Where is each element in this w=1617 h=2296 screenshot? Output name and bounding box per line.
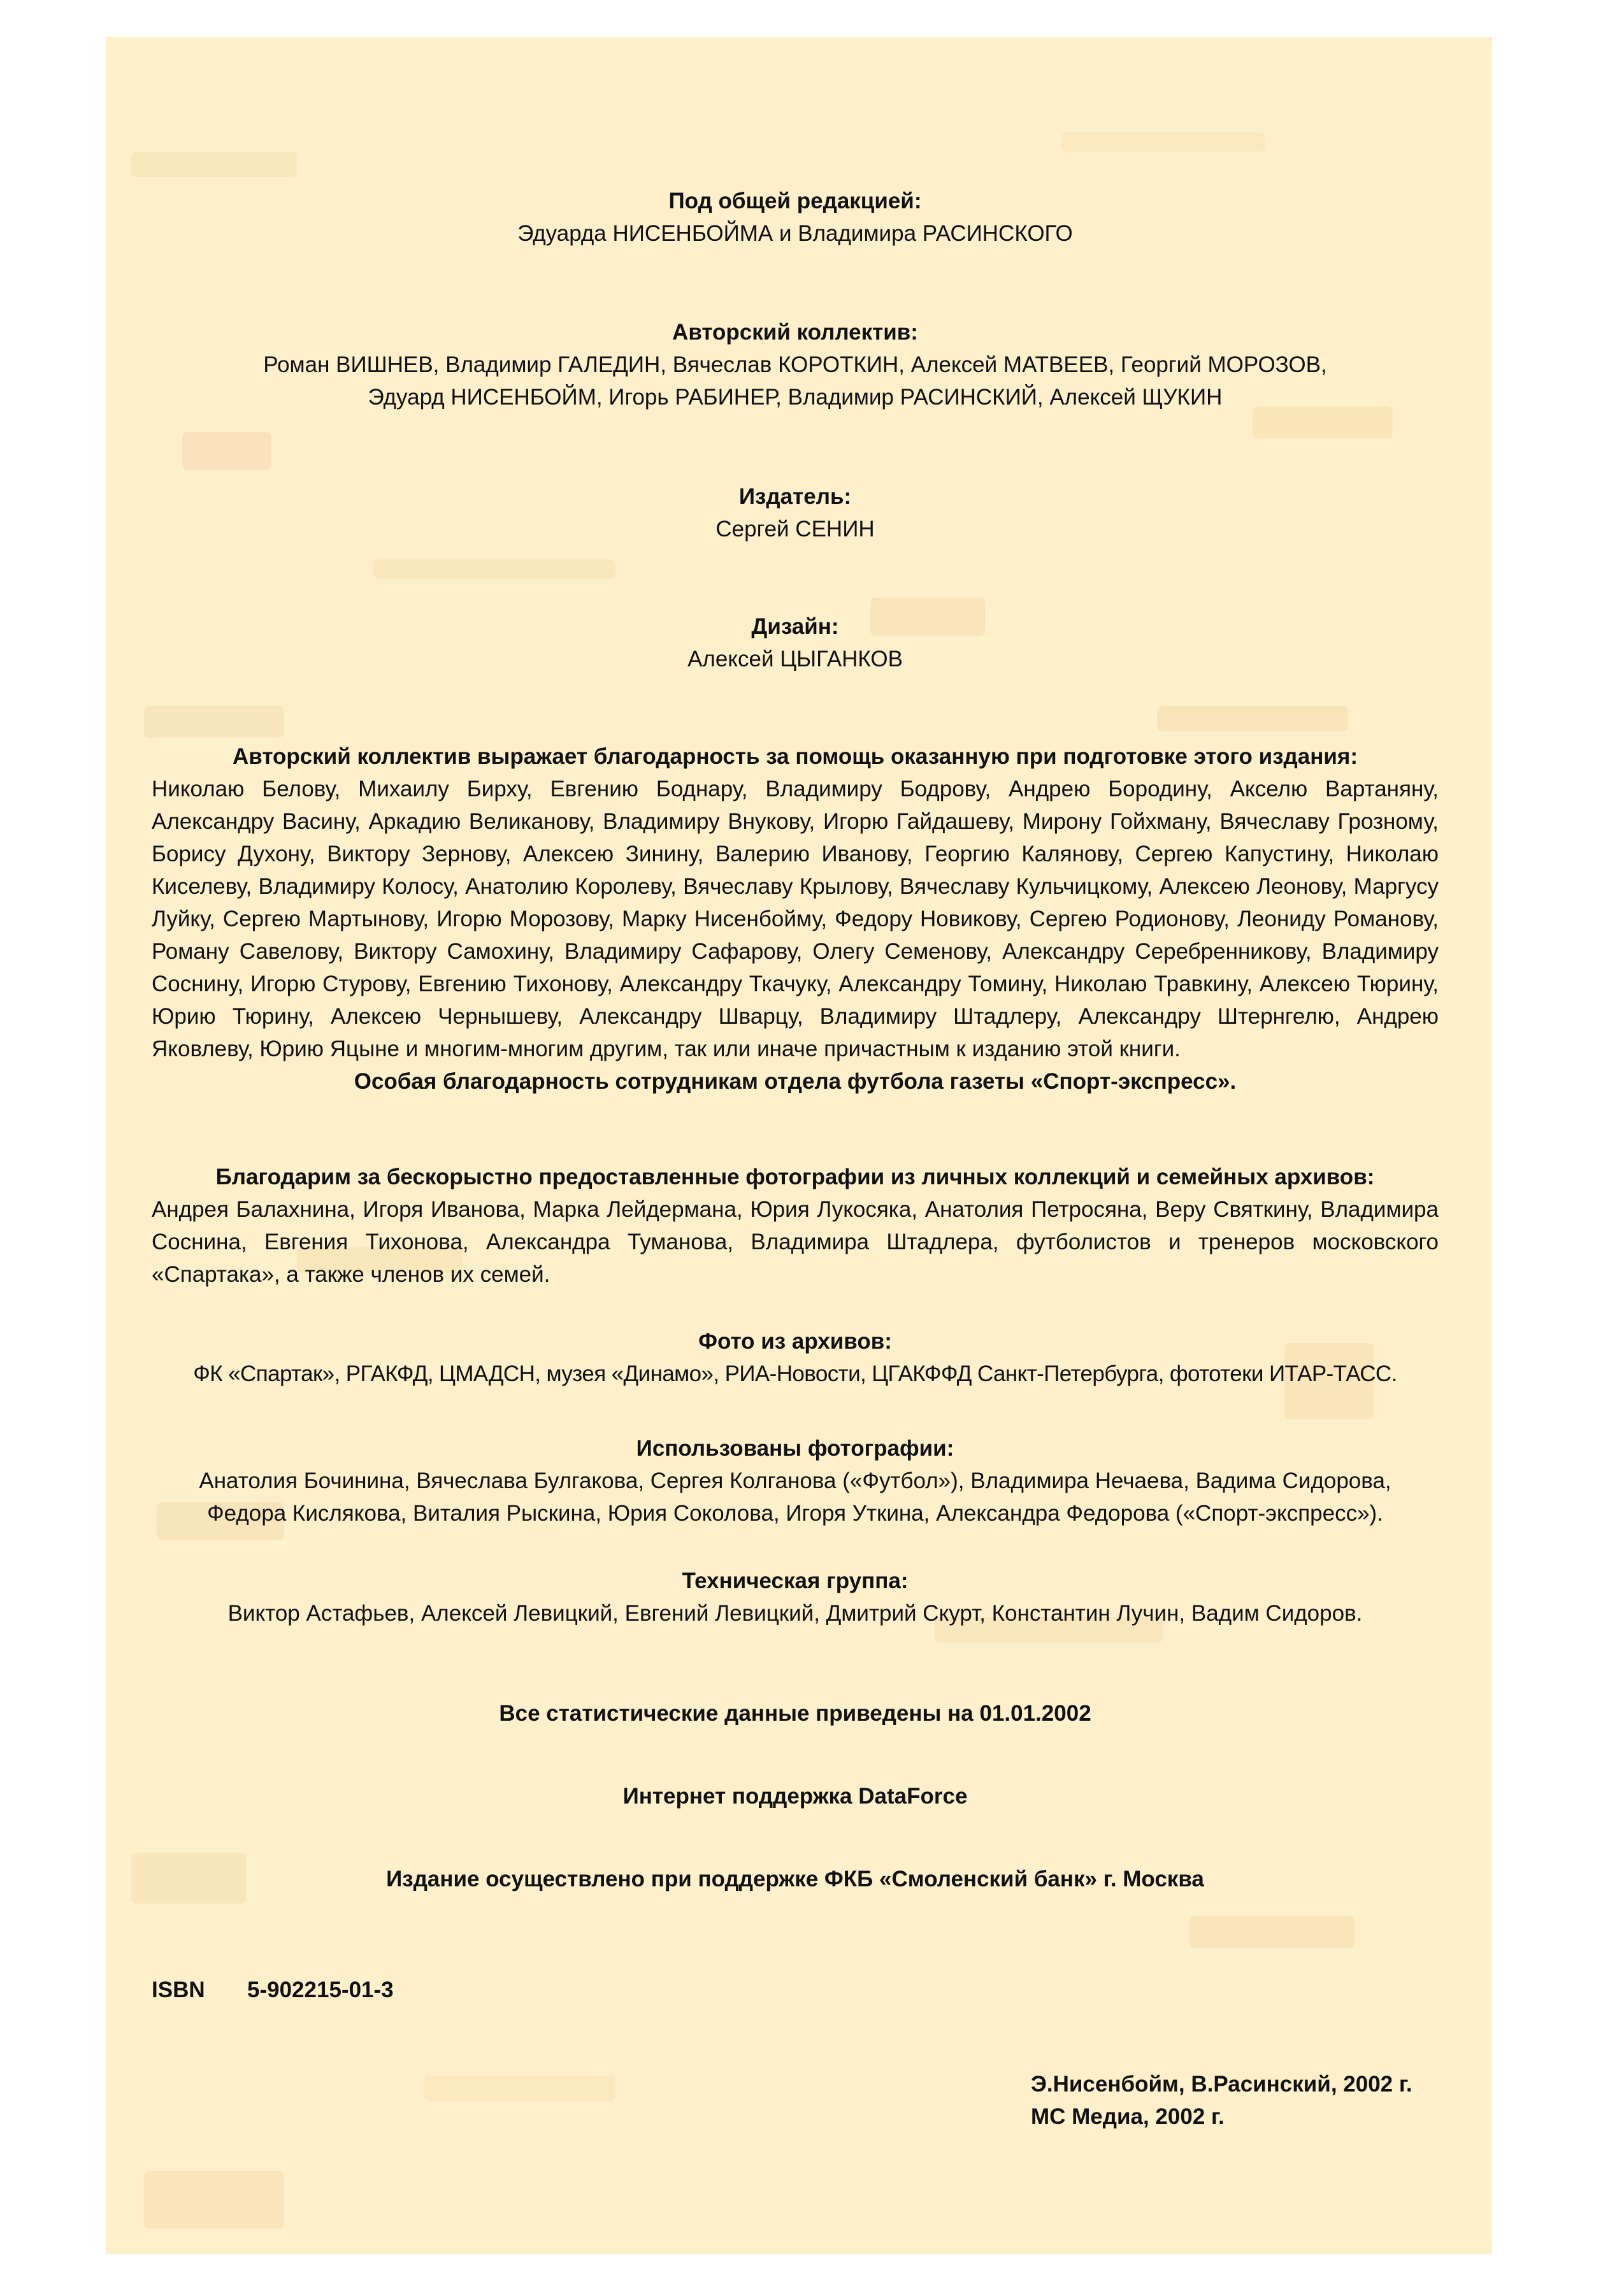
statistics-note: Все статистические данные приведены на 01.01.2002 xyxy=(499,1701,1091,1726)
photographers-line-2: Федора Кислякова, Виталия Рыскина, Юрия Соколова, Игоря Уткина, Александра Федорова («Спорт-экспресс»). xyxy=(207,1501,1383,1526)
isbn-line xyxy=(152,1974,394,2006)
design-heading: Дизайн: xyxy=(751,614,839,639)
photos-thanks-heading: Благодарим за бескорыстно предоставленные фотографии из личных коллекций и семейных архивов: xyxy=(215,1165,1375,1189)
title-verso-page xyxy=(106,37,1492,2254)
thanks-section xyxy=(152,740,1439,1098)
photos-thanks-section xyxy=(152,1161,1439,1291)
thanks-body: Николаю Белову, Михаилу Бирху, Евгению Боднару, Владимиру Бодрову, Андрею Бородину, Акселю Вартаняну, Александру Васину, Аркадию Великанову, Владимиру Внукову, Игорю Гайдашеву, Мирону Гойхману, Вячеславу Грозному, Борису Духону, Виктору Зернову, Алексею Зинину, Валерию Иванову, Георгию Калянову, Сергею Капустину, Николаю Киселеву, Владимиру Колосу, Анатолию Королеву, Вячеславу Крылову, Вячеславу Кульчицкому, Алексею Леонову, Маргусу Луйку, Сергею Мартынову, Игорю Морозову, Марку Нисенбойму, Федору Новикову, Сергею Родионову, Леониду Романову, Роману Савелову, Виктору Самохину, Владимиру Сафарову, Олегу Семенову, Александру Серебренникову, Владимиру Соснину, Игорю Стурову, Евгению Тихонову, Александру Ткачуку, Александру Томину, Николаю Травкину, Алексею Тюрину, Юрию Тюрину, Алексею Чернышеву, Александру Шварцу, Владимиру Штадлеру, Александру Штернгелю, Андрею Яковлеву, Юрию Яцыне и многим-многим другим, так или иначе причастным к изданию этой книги. xyxy=(152,777,1439,1061)
copyright-line-1: Э.Нисенбойм, В.Расинский, 2002 г. xyxy=(1031,2072,1412,2097)
authors-line-2: Эдуард НИСЕНБОЙМ, Игорь РАБИНЕР, Владимир РАСИНСКИЙ, Алексей ЩУКИН xyxy=(368,385,1223,410)
thanks-heading: Авторский коллектив выражает благодарность за помощь оказанную при подготовке этого издания: xyxy=(233,744,1358,769)
editors-heading: Под общей редакцией: xyxy=(668,189,922,213)
archives-body: ФК «Спартак», РГАКФД, ЦМАДСН, музея «Динамо», РИА-Новости, ЦГАКФФД Санкт-Петербурга, фототеки ИТАР-ТАСС. xyxy=(193,1361,1397,1386)
sponsor-note: Издание осуществлено при поддержке ФКБ «Смоленский банк» г. Москва xyxy=(386,1867,1204,1891)
archives-section xyxy=(152,1325,1439,1390)
design-section xyxy=(152,610,1439,675)
internet-support: Интернет поддержка DataForce xyxy=(622,1784,968,1809)
thanks-special: Особая благодарность сотрудникам отдела футбола газеты «Спорт-экспресс». xyxy=(354,1069,1237,1094)
photos-thanks-body: Андрея Балахнина, Игоря Иванова, Марка Лейдермана, Юрия Лукосяка, Анатолия Петросяна, Веру Святкину, Владимира Соснина, Евгения Тихонова, Александра Туманова, Владимира Штадлера, футболистов и тренеров московского «Спартака», а также членов их семей. xyxy=(152,1197,1439,1287)
authors-line-1: Роман ВИШНЕВ, Владимир ГАЛЕДИН, Вячеслав КОРОТКИН, Алексей МАТВЕЕВ, Георгий МОРОЗОВ, xyxy=(263,352,1327,377)
authors-section xyxy=(152,316,1439,413)
copyright-line-2: МС Медиа, 2002 г. xyxy=(1031,2104,1225,2129)
editors-section xyxy=(152,185,1439,250)
design-name: Алексей ЦЫГАНКОВ xyxy=(687,647,903,671)
publisher-section xyxy=(152,480,1439,545)
photographers-heading: Использованы фотографии: xyxy=(636,1436,954,1461)
copyright-block xyxy=(1031,2068,1412,2133)
authors-heading: Авторский коллектив: xyxy=(672,320,918,345)
tech-heading: Техническая группа: xyxy=(682,1568,909,1593)
archives-heading: Фото из архивов: xyxy=(698,1329,892,1354)
publisher-name: Сергей СЕНИН xyxy=(715,517,875,542)
tech-section xyxy=(152,1565,1439,1630)
isbn-number: 5-902215-01-3 xyxy=(247,1977,394,2002)
publisher-heading: Издатель: xyxy=(738,484,852,509)
tech-body: Виктор Астафьев, Алексей Левицкий, Евгений Левицкий, Дмитрий Скурт, Константин Лучин, Вадим Сидоров. xyxy=(227,1601,1363,1626)
editors-names: Эдуарда НИСЕНБОЙМА и Владимира РАСИНСКОГО xyxy=(517,221,1073,246)
isbn-label: ISBN xyxy=(152,1977,205,2002)
photographers-section xyxy=(152,1432,1439,1530)
photographers-line-1: Анатолия Бочинина, Вячеслава Булгакова, Сергея Колганова («Футбол»), Владимира Нечаева, Вадима Сидорова, xyxy=(199,1468,1391,1493)
